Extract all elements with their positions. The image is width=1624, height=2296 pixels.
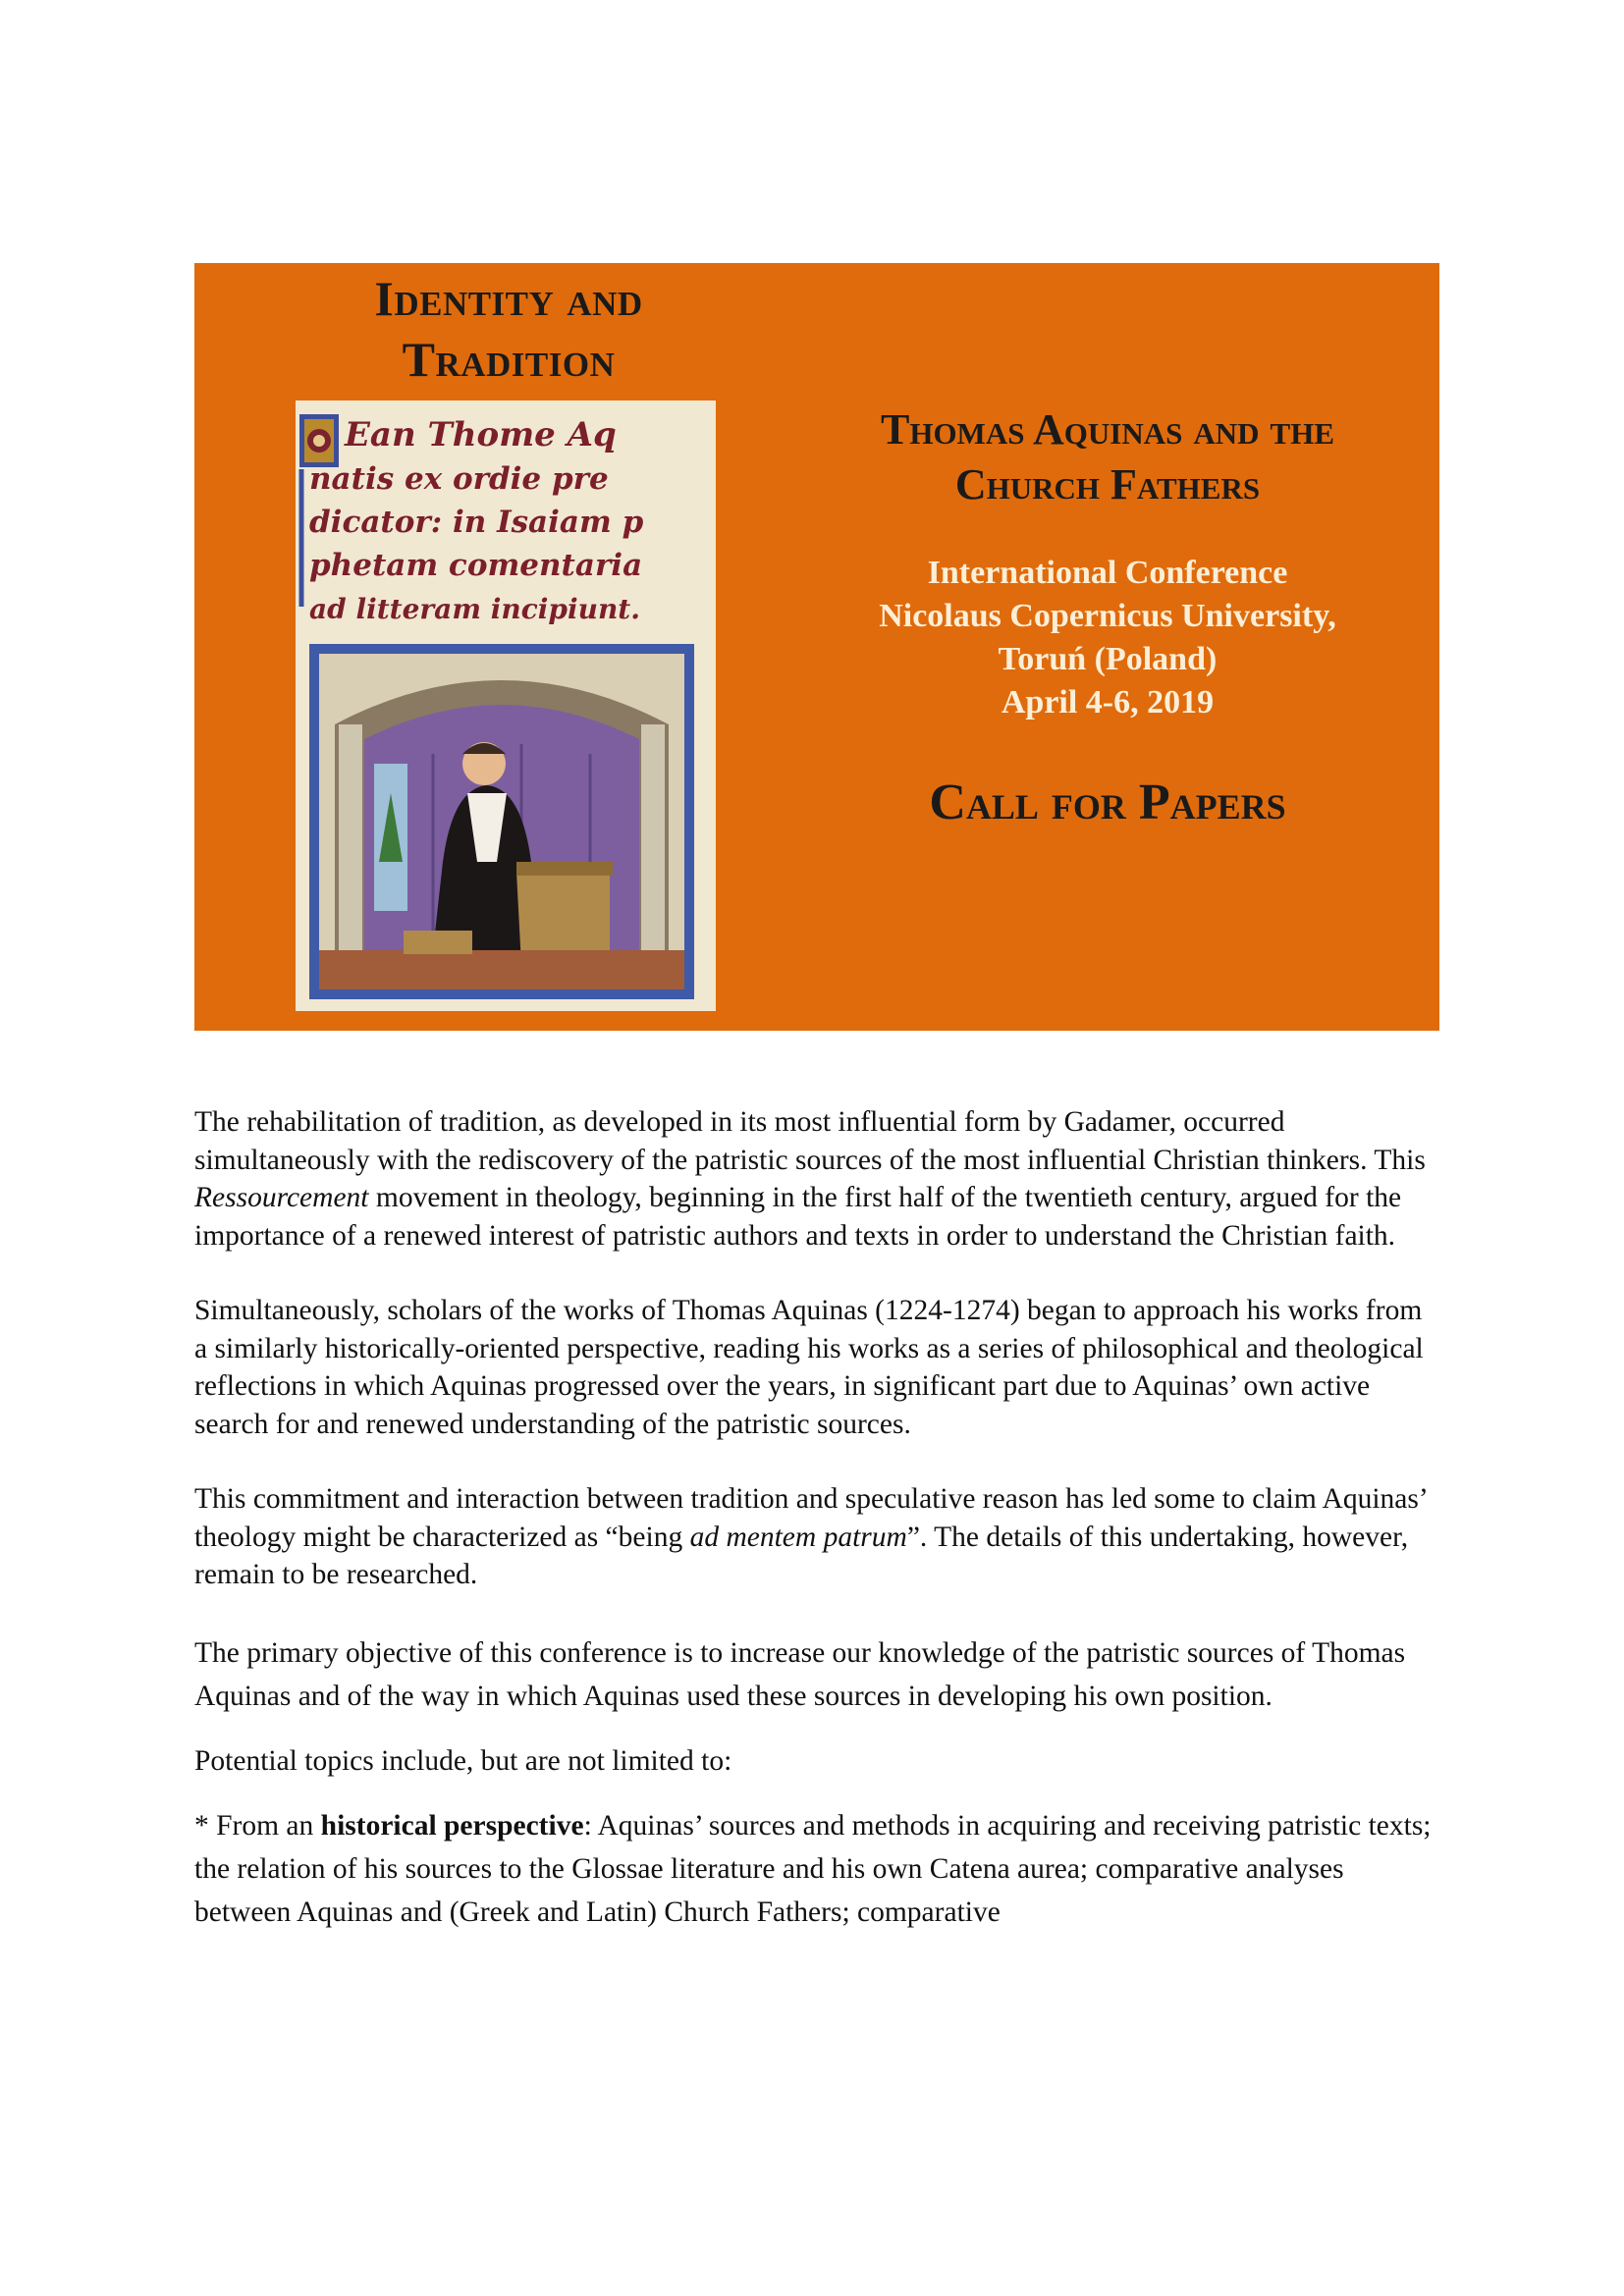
manuscript-line-5: ad litteram incipiunt. [309,593,640,625]
banner-left-title [293,268,725,390]
conference-university: Nicolaus Copernicus University, [879,598,1336,634]
paragraph-1-text-a: The rehabilitation of tradition, as developed in its most influential form by Gadamer, occurred simultaneously with the rediscovery of the patristic sources of the most influential Christian thinkers. This [194,1106,1426,1176]
left-title-line-2: Tradition [402,332,616,387]
paragraph-3 [194,1480,1441,1594]
conference-title-line-1: Thomas Aquinas and the [880,405,1334,454]
paragraph-3-emphasis: ad mentem patrum [689,1521,907,1553]
paragraph-6-text-b: : Aquinas’ sources and methods in acquiring and receiving patristic texts; the relation of his sources to the Glossae literature and his own Catena aurea; comparative analyses between Aquinas and (Greek and Latin) Church Fathers; comparative [194,1809,1432,1928]
paragraph-3-text-a: This commitment and interaction between tradition and speculative reason has led some to claim Aquinas’ theology might be characterized as “being [194,1483,1427,1553]
conference-type: International Conference [927,555,1288,591]
manuscript-line-3: dicator: in Isaiam p [309,505,644,540]
paragraph-3-text-b: ”. The details of this undertaking, however, remain to be researched. [194,1521,1409,1590]
banner-right-panel [803,402,1412,832]
call-description [194,1103,1441,1955]
conference-title [803,402,1412,512]
paragraph-6-text-a: * From an [194,1809,321,1842]
paragraph-1-text-b: movement in theology, beginning in the first half of the twentieth century, argued for the importance of a renewed interest of patristic authors and texts in order to understand the Christian faith. [194,1182,1402,1252]
call-for-papers-heading: Call for Papers [929,774,1286,830]
manuscript-line-2: natis ex ordie pre [309,461,609,497]
conference-title-line-2: Church Fathers [954,460,1261,508]
paragraph-5: Potential topics include, but are not limited to: [194,1744,732,1777]
paragraph-6-strong: historical perspective [320,1809,584,1842]
manuscript-line-1: Ean Thome Aq [345,415,617,454]
conference-details [803,552,1412,724]
manuscript-line-4: phetam comentaria [309,548,643,583]
left-title-line-1: Identity and [374,271,643,326]
paragraph-4: The primary objective of this conference is to increase our knowledge of the patristic sources of Thomas Aquinas and of the way in which Aquinas used these sources in developing his own position. [194,1636,1406,1712]
illuminated-initial-icon [299,414,339,467]
paragraph-2: Simultaneously, scholars of the works of Thomas Aquinas (1224-1274) began to approach his works from a similarly historically-oriented perspective, reading his works as a series of philosophical and theological reflections in which Aquinas progressed over the years, in significant part due to Aquinas’ own active search for and renewed understanding of the patristic sources. [194,1295,1424,1440]
paragraph-1-emphasis: Ressourcement [194,1182,369,1213]
conference-dates: April 4-6, 2019 [1001,684,1215,721]
paragraph-1 [194,1103,1441,1255]
conference-banner [194,263,1439,1031]
conference-location: Toruń (Poland) [998,641,1218,677]
paragraph-6 [194,1804,1441,1934]
scholar-at-desk-illustration [309,644,694,999]
manuscript-illumination-image [296,400,716,1011]
